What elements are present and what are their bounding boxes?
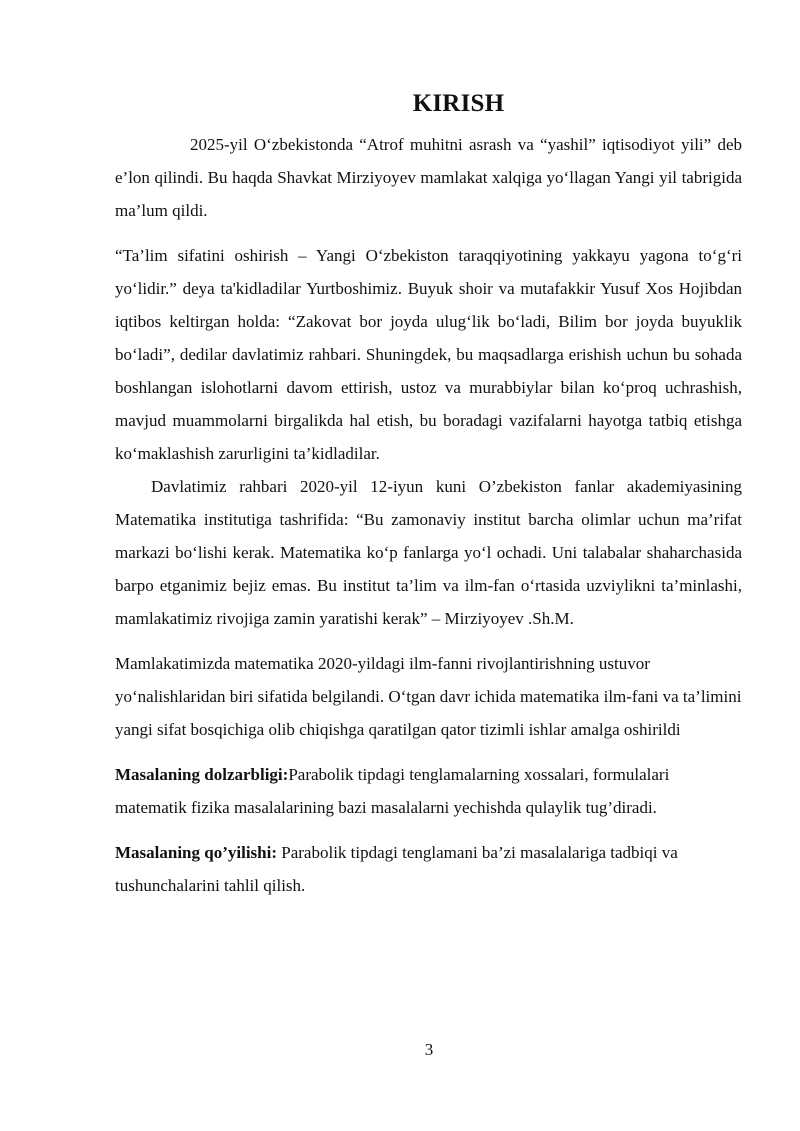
relevance-text: Parabolik tipdagi tenglamalarning xossalari, formulalari matematik fizika masalalarining bazi masalalarni yechishda qulaylik tug’diradi. bbox=[115, 765, 670, 817]
page-number: 3 bbox=[424, 1040, 434, 1059]
paragraph-math-institute: Davlatimiz rahbari 2020-yil 12-iyun kuni O’zbekiston fanlar akademiyasining Matematika institutiga tashrifida: “Bu zamonaviy institut barcha olimlar uchun ma’rifat markazi bo‘lishi kerak. Matematika ko‘p fanlarga yo‘l ochadi. Uni talabalar shaharchasida barpo etganimiz bejiz emas. Bu institut ta’lim va ilm-fan o‘rtasida uzviylikni ta’minlashi, mamlakatimiz rivojiga zamin yaratishi kerak” – Mirziyoyev .Sh.M. bbox=[115, 477, 742, 628]
statement-label: Masalaning qo’yilishi: bbox=[115, 843, 278, 862]
relevance-label: Masalaning dolzarbligi: bbox=[115, 765, 289, 784]
document-page bbox=[115, 90, 742, 902]
page-title: KIRISH bbox=[412, 90, 505, 117]
statement-text: Parabolik tipdagi tenglamani ba’zi masalalariga tadbiqi va tushunchalarini tahlil qilish. bbox=[115, 843, 678, 895]
statement-paragraph bbox=[115, 836, 742, 902]
paragraph-education-quote: “Ta’lim sifatini oshirish – Yangi O‘zbekiston taraqqiyotining yakkayu yagona to‘g‘ri yo‘lidir.” deya ta'kidladilar Yurtboshimiz. Buyuk shoir va mutafakkir Yusuf Xos Hojibdan iqtibos keltirgan holda: “Zakovat bor joyda ulug‘lik bo‘ladi, Bilim bor joyda buyuklik bo‘ladi”, dedilar davlatimiz rahbari. Shuningdek, bu maqsadlarga erishish uchun bu sohada boshlangan islohotlarni davom ettirish, ustoz va murabbiylar bilan ko‘proq uchrashish, mavjud muammolarni birgalikda hal etish, bu boradagi vazifalarni hayotga tatbiq etishga ko‘maklashish zarurligini ta’kidladilar. bbox=[115, 246, 742, 463]
relevance-paragraph bbox=[115, 758, 742, 824]
paragraph-intro: 2025-yil O‘zbekistonda “Atrof muhitni asrash va “yashil” iqtisodiyot yili” deb e’lon qilindi. Bu haqda Shavkat Mirziyoyev mamlakat xalqiga yo‘llagan Yangi yil tabrigida ma’lum qildi. bbox=[115, 135, 742, 220]
paragraph-math-priority: Mamlakatimizda matematika 2020-yildagi ilm-fanni rivojlantirishning ustuvor yo‘nalishlaridan biri sifatida belgilandi. O‘tgan davr ichida matematika ilm-fani va ta’limini yangi sifat bosqichiga olib chiqishga qaratilgan qator tizimli ishlar amalga oshirildi bbox=[115, 654, 742, 739]
